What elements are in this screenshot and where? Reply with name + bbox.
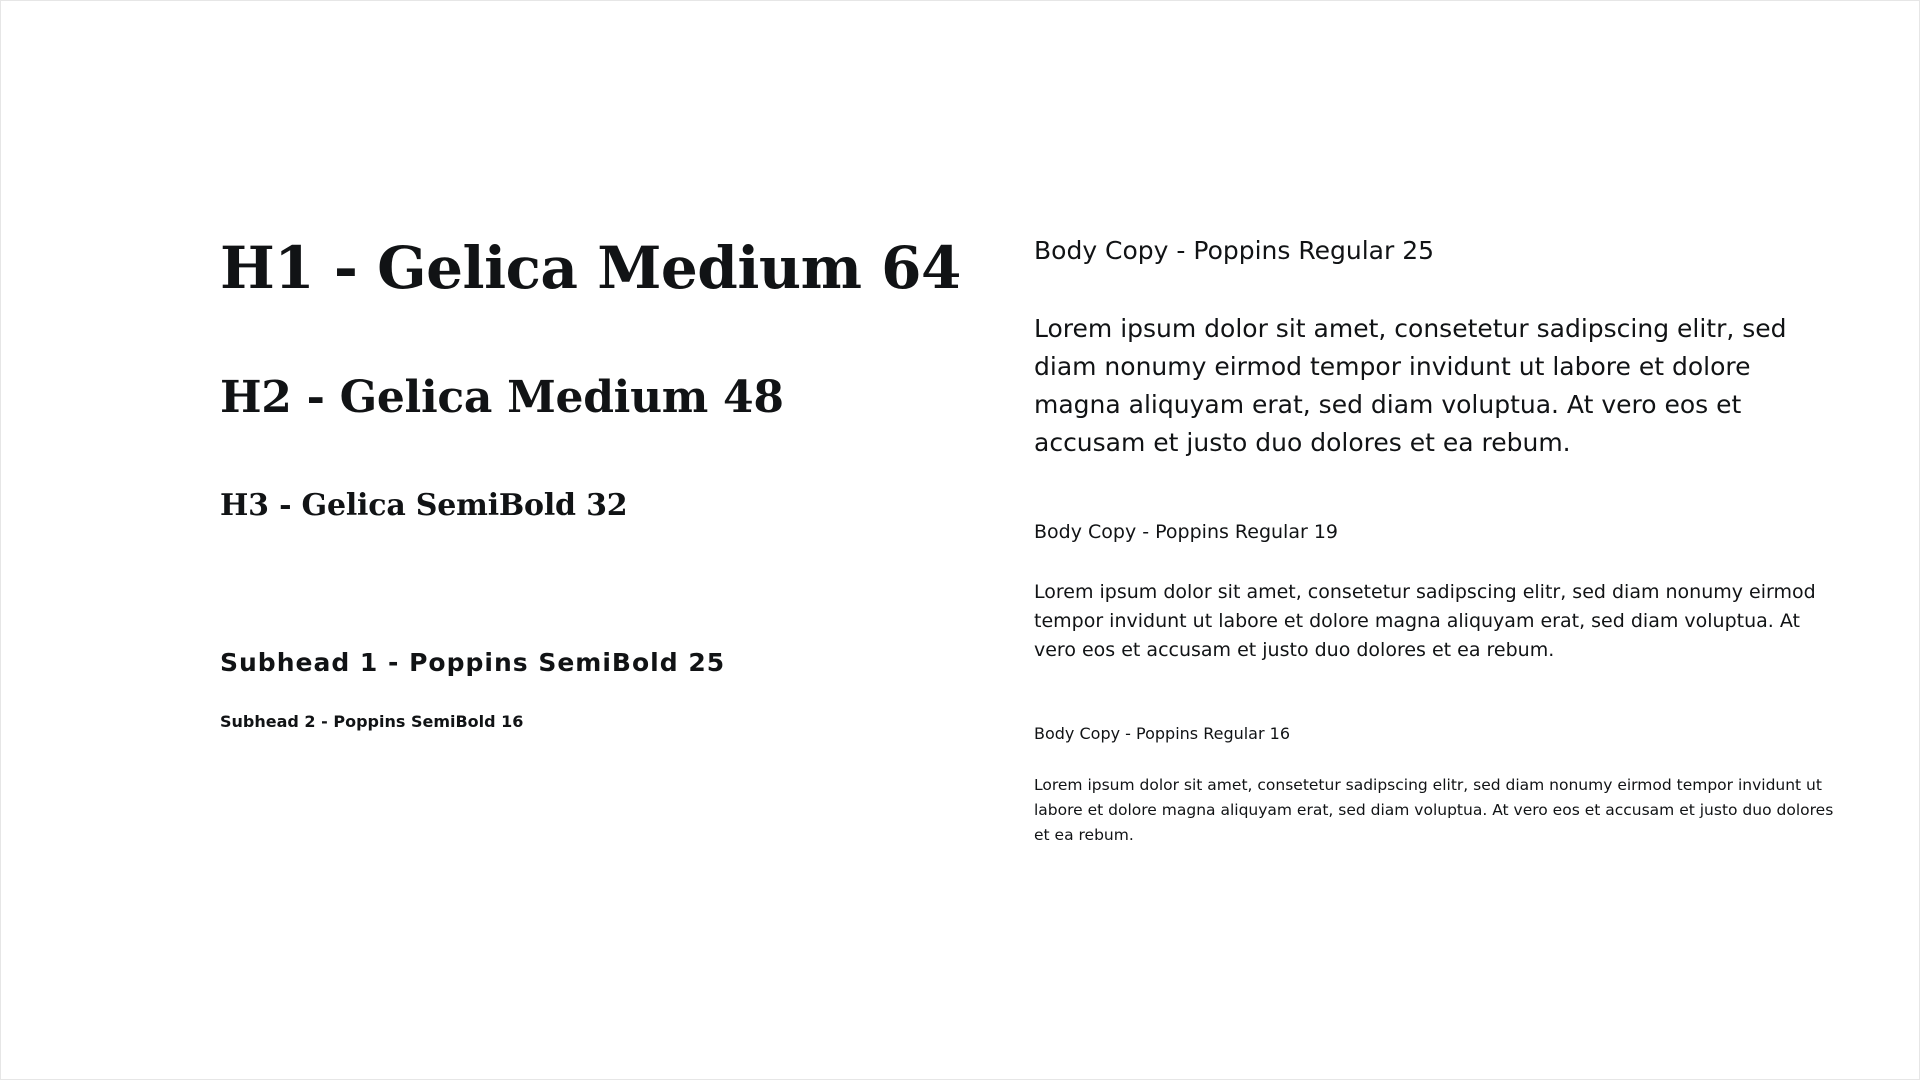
body16-label: Body Copy - Poppins Regular 16 bbox=[1034, 724, 1291, 743]
body19-label: Body Copy - Poppins Regular 19 bbox=[1034, 521, 1339, 543]
body25-sample-text: Lorem ipsum dolor sit amet, consetetur sadipscing elitr, sed diam nonumy eirmod tempor invidunt ut labore et dolore magna aliquyam erat, sed diam voluptua. At vero eos et accusam et justo duo dolores et ea rebum. bbox=[1034, 314, 1787, 457]
body19-sample-text: Lorem ipsum dolor sit amet, consetetur sadipscing elitr, sed diam nonumy eirmod tempor invidunt ut labore et dolore magna aliquyam erat, sed diam voluptua. At vero eos et accusam et justo duo dolores et ea rebum. bbox=[1034, 581, 1816, 661]
subhead2-sample: Subhead 2 - Poppins SemiBold 16 bbox=[220, 712, 524, 731]
h3-sample: H3 - Gelica SemiBold 32 bbox=[220, 488, 628, 523]
h2-sample: H2 - Gelica Medium 48 bbox=[220, 372, 784, 423]
body16-sample-text: Lorem ipsum dolor sit amet, consetetur sadipscing elitr, sed diam nonumy eirmod tempor invidunt ut labore et dolore magna aliquyam erat, sed diam voluptua. At vero eos et accusam et justo duo dolores et ea rebum. bbox=[1034, 776, 1834, 844]
subhead1-sample: Subhead 1 - Poppins SemiBold 25 bbox=[220, 648, 726, 677]
h1-sample: H1 - Gelica Medium 64 bbox=[220, 234, 961, 302]
body25-label: Body Copy - Poppins Regular 25 bbox=[1034, 236, 1435, 265]
